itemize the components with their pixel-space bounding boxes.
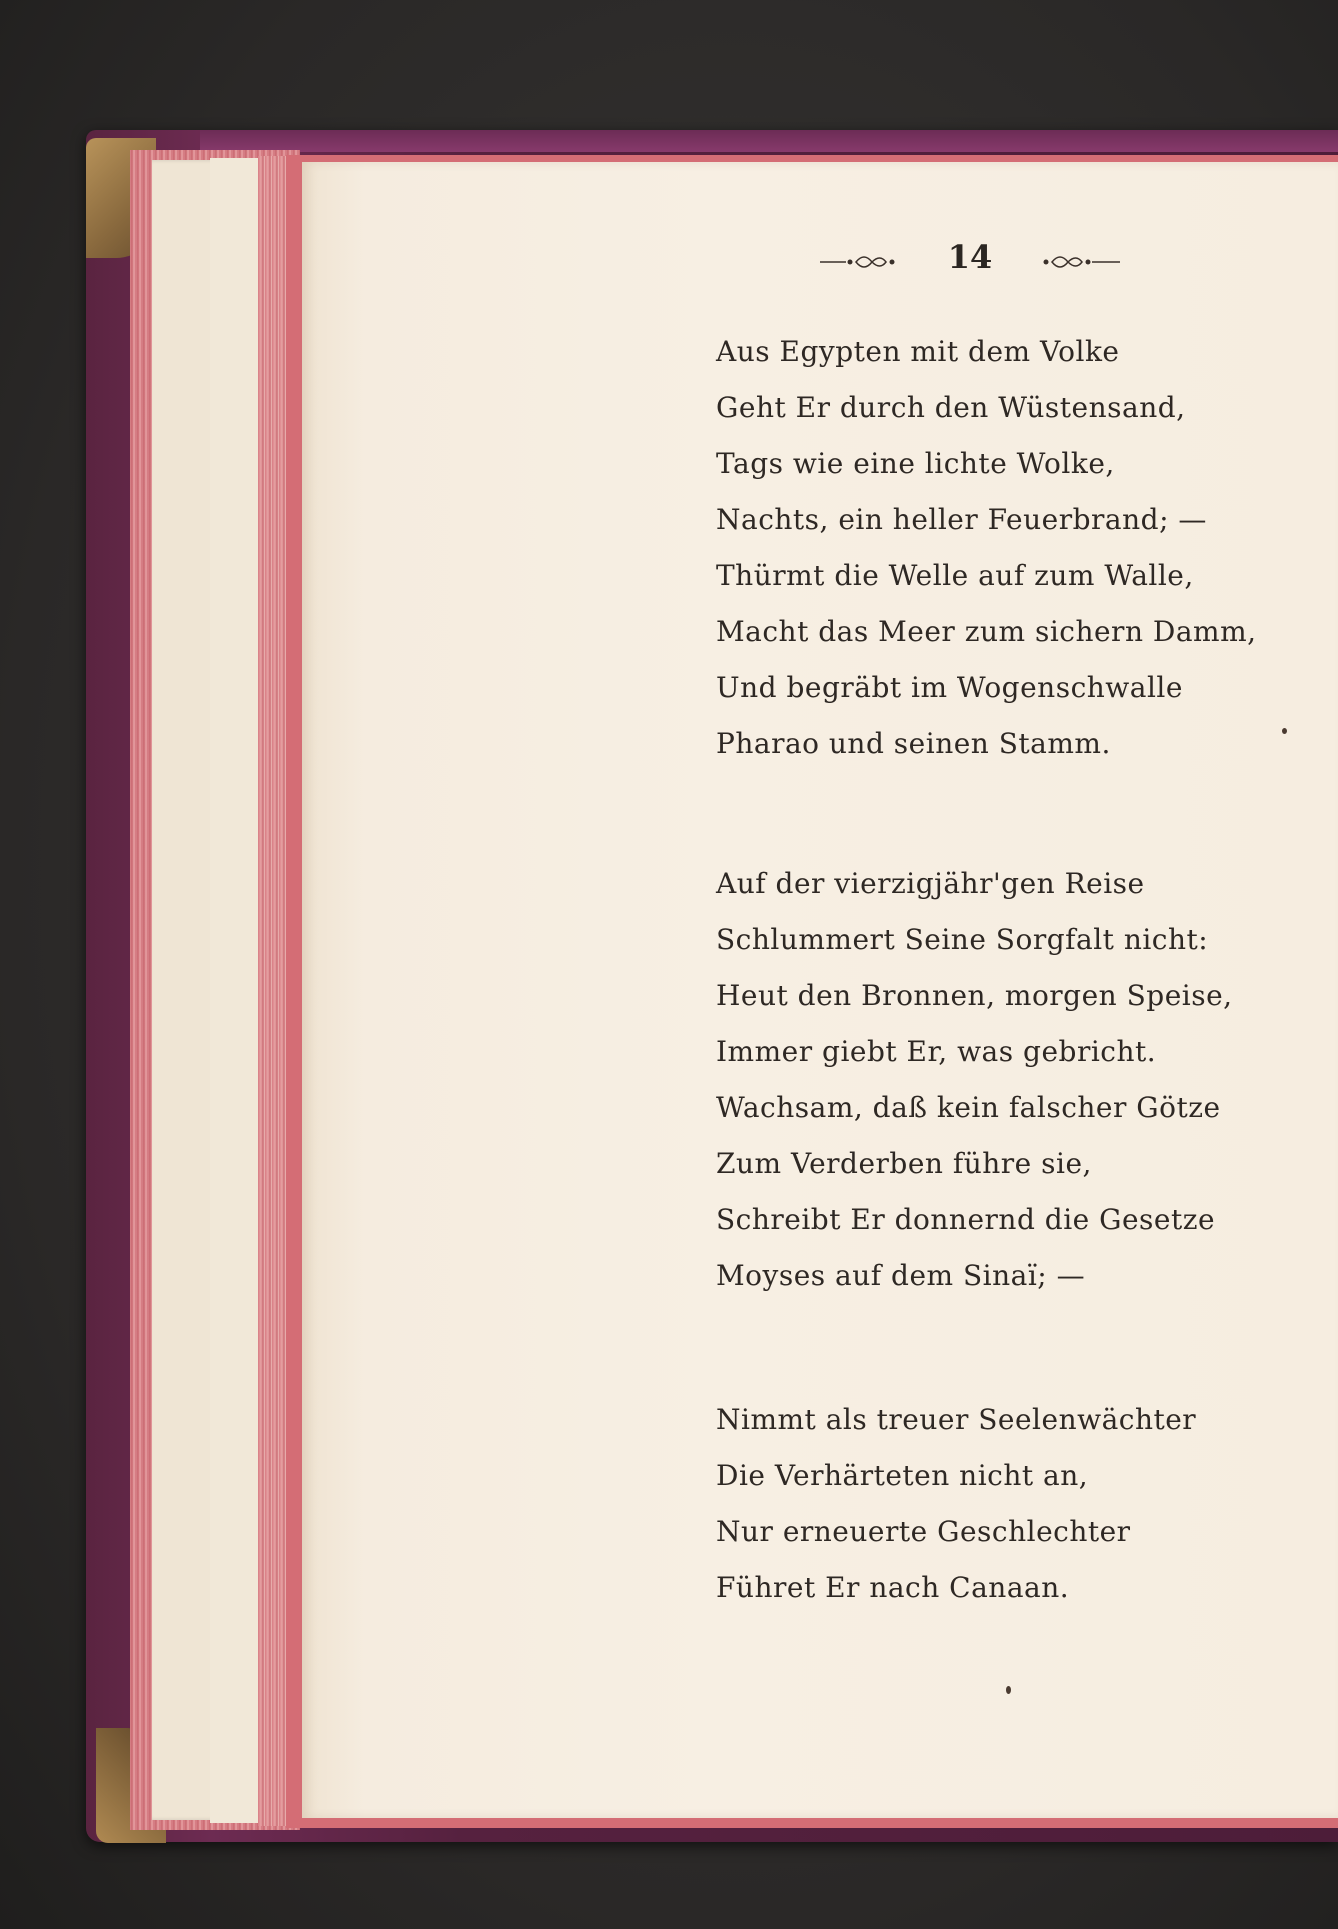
verse-line: Zum Verderben führe sie,: [716, 1147, 1092, 1180]
cover-top-edge: [200, 130, 1338, 152]
verse-line: Geht Er durch den Wüstensand,: [716, 391, 1186, 424]
stanza-1: [716, 324, 1257, 772]
verse-line: Pharao und seinen Stamm.: [716, 727, 1111, 760]
verse-line: Moyses auf dem Sinaï; —: [716, 1259, 1086, 1292]
verse-line: Schreibt Er donnernd die Gesetze: [716, 1203, 1216, 1236]
verse-line: Thürmt die Welle auf zum Walle,: [716, 559, 1194, 592]
stanza-3: [716, 1392, 1196, 1616]
verse-line: Immer giebt Er, was gebricht.: [716, 1035, 1157, 1068]
verse-line: Schlummert Seine Sorgfalt nicht:: [716, 923, 1209, 956]
verse-line: Führet Er nach Canaan.: [716, 1571, 1070, 1604]
verse-line: Macht das Meer zum sichern Damm,: [716, 615, 1257, 648]
verse-line: Die Verhärteten nicht an,: [716, 1459, 1089, 1492]
paper-speck: [1006, 1686, 1011, 1694]
page-header: [820, 238, 1120, 278]
ornament-left-icon: [820, 252, 906, 272]
page-number: 14: [947, 238, 993, 276]
verse-line: Auf der vierzigjähr'gen Reise: [716, 867, 1145, 900]
verse-line: Nachts, ein heller Feuerbrand; —: [716, 503, 1207, 536]
verse-line: Wachsam, daß kein falscher Götze: [716, 1091, 1221, 1124]
verse-line: Nur erneuerte Geschlechter: [716, 1515, 1131, 1548]
verse-line: Tags wie eine lichte Wolke,: [716, 447, 1115, 480]
paper-speck: [1282, 728, 1287, 734]
verse-line: Und begräbt im Wogenschwalle: [716, 671, 1183, 704]
verse-line: Nimmt als treuer Seelenwächter: [716, 1403, 1197, 1436]
verse-line: Heut den Bronnen, morgen Speise,: [716, 979, 1233, 1012]
stanza-2: [716, 856, 1233, 1304]
ornament-right-icon: [1034, 252, 1120, 272]
verse-line: Aus Egypten mit dem Volke: [716, 335, 1120, 368]
